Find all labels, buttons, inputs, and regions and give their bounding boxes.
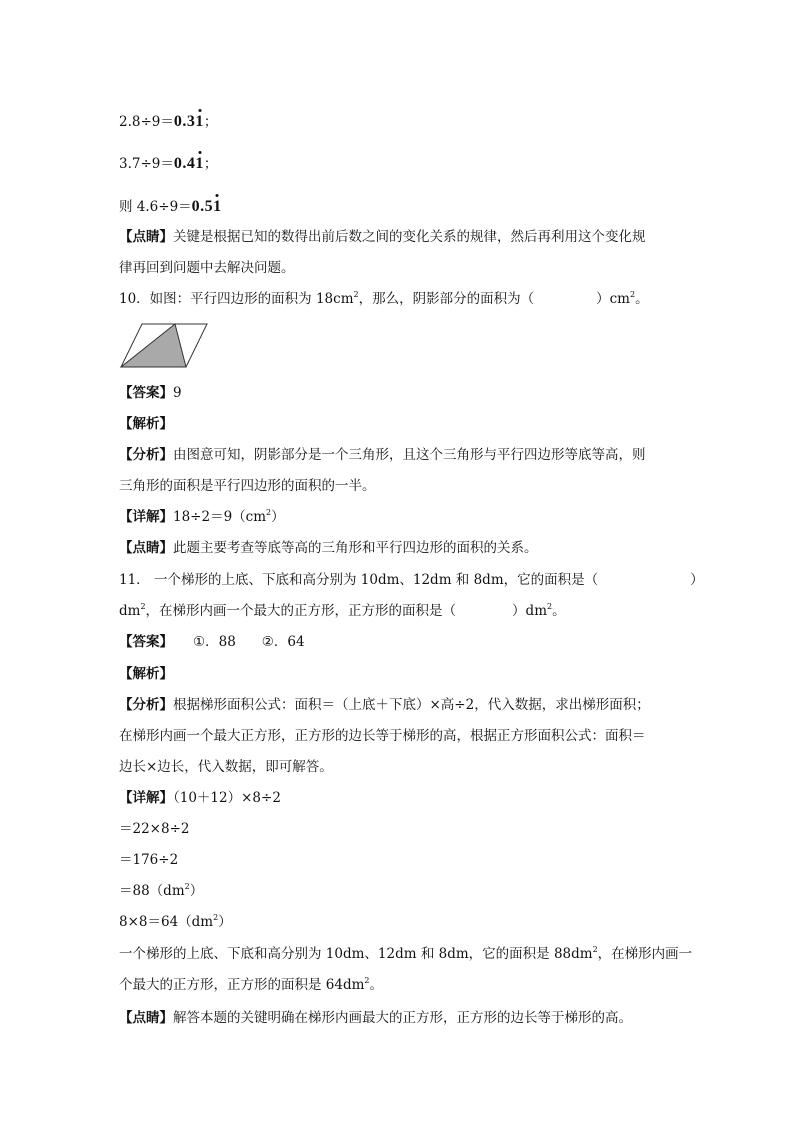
text: ，在梯形内画一 xyxy=(597,946,693,962)
q-text: 11． 一个梯形的上底、下底和高分别为 10dm、12dm 和 8dm，它的面积是（ xyxy=(119,572,599,588)
line-4-6-div-9 xyxy=(119,197,222,217)
question-11-cont xyxy=(119,601,566,621)
q-text: ，在梯形内画一个最大的正方形，正方形的面积是（ xyxy=(145,603,457,619)
q-text: dm xyxy=(119,603,141,619)
text: ） xyxy=(218,914,232,930)
text: 由图意可知，阴影部分是一个三角形，且这个三角形与平行四边形等底等高，则 xyxy=(173,447,646,463)
sup: 2 xyxy=(213,913,219,922)
repeating-digit: 1 xyxy=(195,113,204,130)
equation-text: 3.7÷9＝ xyxy=(119,156,174,172)
answer-value-1: ①．88 xyxy=(193,634,236,650)
line-2-8-div-9 xyxy=(119,112,217,132)
text: 个最大的正方形，正方形的面积是 64dm xyxy=(119,977,365,993)
sup: 2 xyxy=(364,976,370,985)
text: 。 xyxy=(369,977,384,993)
answer-10 xyxy=(119,383,182,403)
text: 关键是根据已知的数得出前后数之间的变化关系的规律，然后再利用这个变化规 xyxy=(173,229,646,245)
fenxi-11 xyxy=(119,695,650,715)
sup: 2 xyxy=(547,602,553,611)
text: 根据梯形面积公式：面积＝（上底＋下底）×高÷2，代入数据，求出梯形面积； xyxy=(173,697,650,713)
sup: 2 xyxy=(266,508,272,517)
summary-11-cont xyxy=(119,975,383,995)
q-text: 。 xyxy=(552,603,566,619)
q-text: 10．如图：平行四边形的面积为 18cm xyxy=(119,291,354,307)
text: 在梯形内画一个最大正方形，正方形的边长等于梯形的高，根据正方形面积公式：面积＝ xyxy=(119,728,646,744)
text: 解答本题的关键明确在梯形内画最大的正方形，正方形的边长等于梯形的高。 xyxy=(173,1010,632,1026)
q-text: ）dm xyxy=(512,603,547,619)
question-11 xyxy=(119,570,704,590)
repeating-digit: 1 xyxy=(195,155,204,172)
text: 此题主要考查等底等高的三角形和平行四边形的面积的关系。 xyxy=(173,540,538,556)
fenxi-11-cont2 xyxy=(119,757,333,777)
tag: 【分析】 xyxy=(119,697,173,713)
calc-step-3 xyxy=(119,881,203,901)
text: 8×8＝64（dm xyxy=(119,914,214,930)
repeating-digit: 1 xyxy=(213,198,222,215)
line-3-7-div-9 xyxy=(119,154,217,174)
answer-value: 9 xyxy=(173,385,182,401)
text: （10＋12）×8÷2 xyxy=(173,790,281,806)
tag: 【分析】 xyxy=(119,447,173,463)
xiangjie-10 xyxy=(119,507,285,527)
question-10 xyxy=(119,289,649,309)
dianjing-9 xyxy=(119,227,646,247)
fenxi-10 xyxy=(119,445,646,465)
parallelogram-figure xyxy=(119,322,209,370)
dianjing-9-cont xyxy=(119,258,295,278)
text: 18÷2＝9（cm xyxy=(173,509,267,525)
summary-11 xyxy=(119,944,692,964)
punct: ； xyxy=(203,114,218,130)
fenxi-11-cont1 xyxy=(119,726,646,746)
tag: 【答案】 xyxy=(119,385,173,401)
dianjing-10 xyxy=(119,538,538,558)
equation-text: 2.8÷9＝ xyxy=(119,114,174,130)
sup: 2 xyxy=(184,882,190,891)
fenxi-10-cont xyxy=(119,476,376,496)
dianjing-11 xyxy=(119,1008,632,1028)
answer-11 xyxy=(119,632,305,652)
jiexi-10: 【解析】 xyxy=(119,416,173,432)
text: ） xyxy=(189,883,204,899)
tag: 【点睛】 xyxy=(119,1010,173,1026)
text: ＝88（dm xyxy=(119,883,185,899)
text: 边长×边长，代入数据，即可解答。 xyxy=(119,759,333,775)
q-text: ） xyxy=(690,572,704,588)
sup: 2 xyxy=(140,602,146,611)
punct: ； xyxy=(203,156,218,172)
equation-text: 则 4.6÷9＝ xyxy=(119,199,192,215)
repeating-decimal: 0.5 xyxy=(191,198,214,215)
calc-step-4 xyxy=(119,912,232,932)
text: 一个梯形的上底、下底和高分别为 10dm、12dm 和 8dm，它的面积是 88dm xyxy=(119,946,593,962)
q-text: ，那么，阴影部分的面积为（ xyxy=(358,291,535,307)
q-text: ）cm xyxy=(596,291,630,307)
jiexi-11: 【解析】 xyxy=(119,666,173,682)
tag: 【答案】 xyxy=(119,634,173,650)
tag: 【点睛】 xyxy=(119,229,173,245)
repeating-decimal: 0.4 xyxy=(173,155,196,172)
q-text: 。 xyxy=(635,291,649,307)
tag: 【点睛】 xyxy=(119,540,173,556)
repeating-decimal: 0.3 xyxy=(173,113,196,130)
tag: 【详解】 xyxy=(119,509,173,525)
answer-value-2: ②．64 xyxy=(261,634,305,650)
calc-step-2: ＝176÷2 xyxy=(119,852,179,868)
text: 律再回到问题中去解决问题。 xyxy=(119,260,295,276)
sup: 2 xyxy=(592,945,598,954)
xiangjie-11 xyxy=(119,788,281,808)
sup: 2 xyxy=(629,290,636,299)
calc-step-1: ＝22×8÷2 xyxy=(119,821,190,837)
tag: 【详解】 xyxy=(119,790,173,806)
text: 三角形的面积是平行四边形的面积的一半。 xyxy=(119,478,376,494)
text: ） xyxy=(271,509,285,525)
sup: 2 xyxy=(353,290,359,299)
